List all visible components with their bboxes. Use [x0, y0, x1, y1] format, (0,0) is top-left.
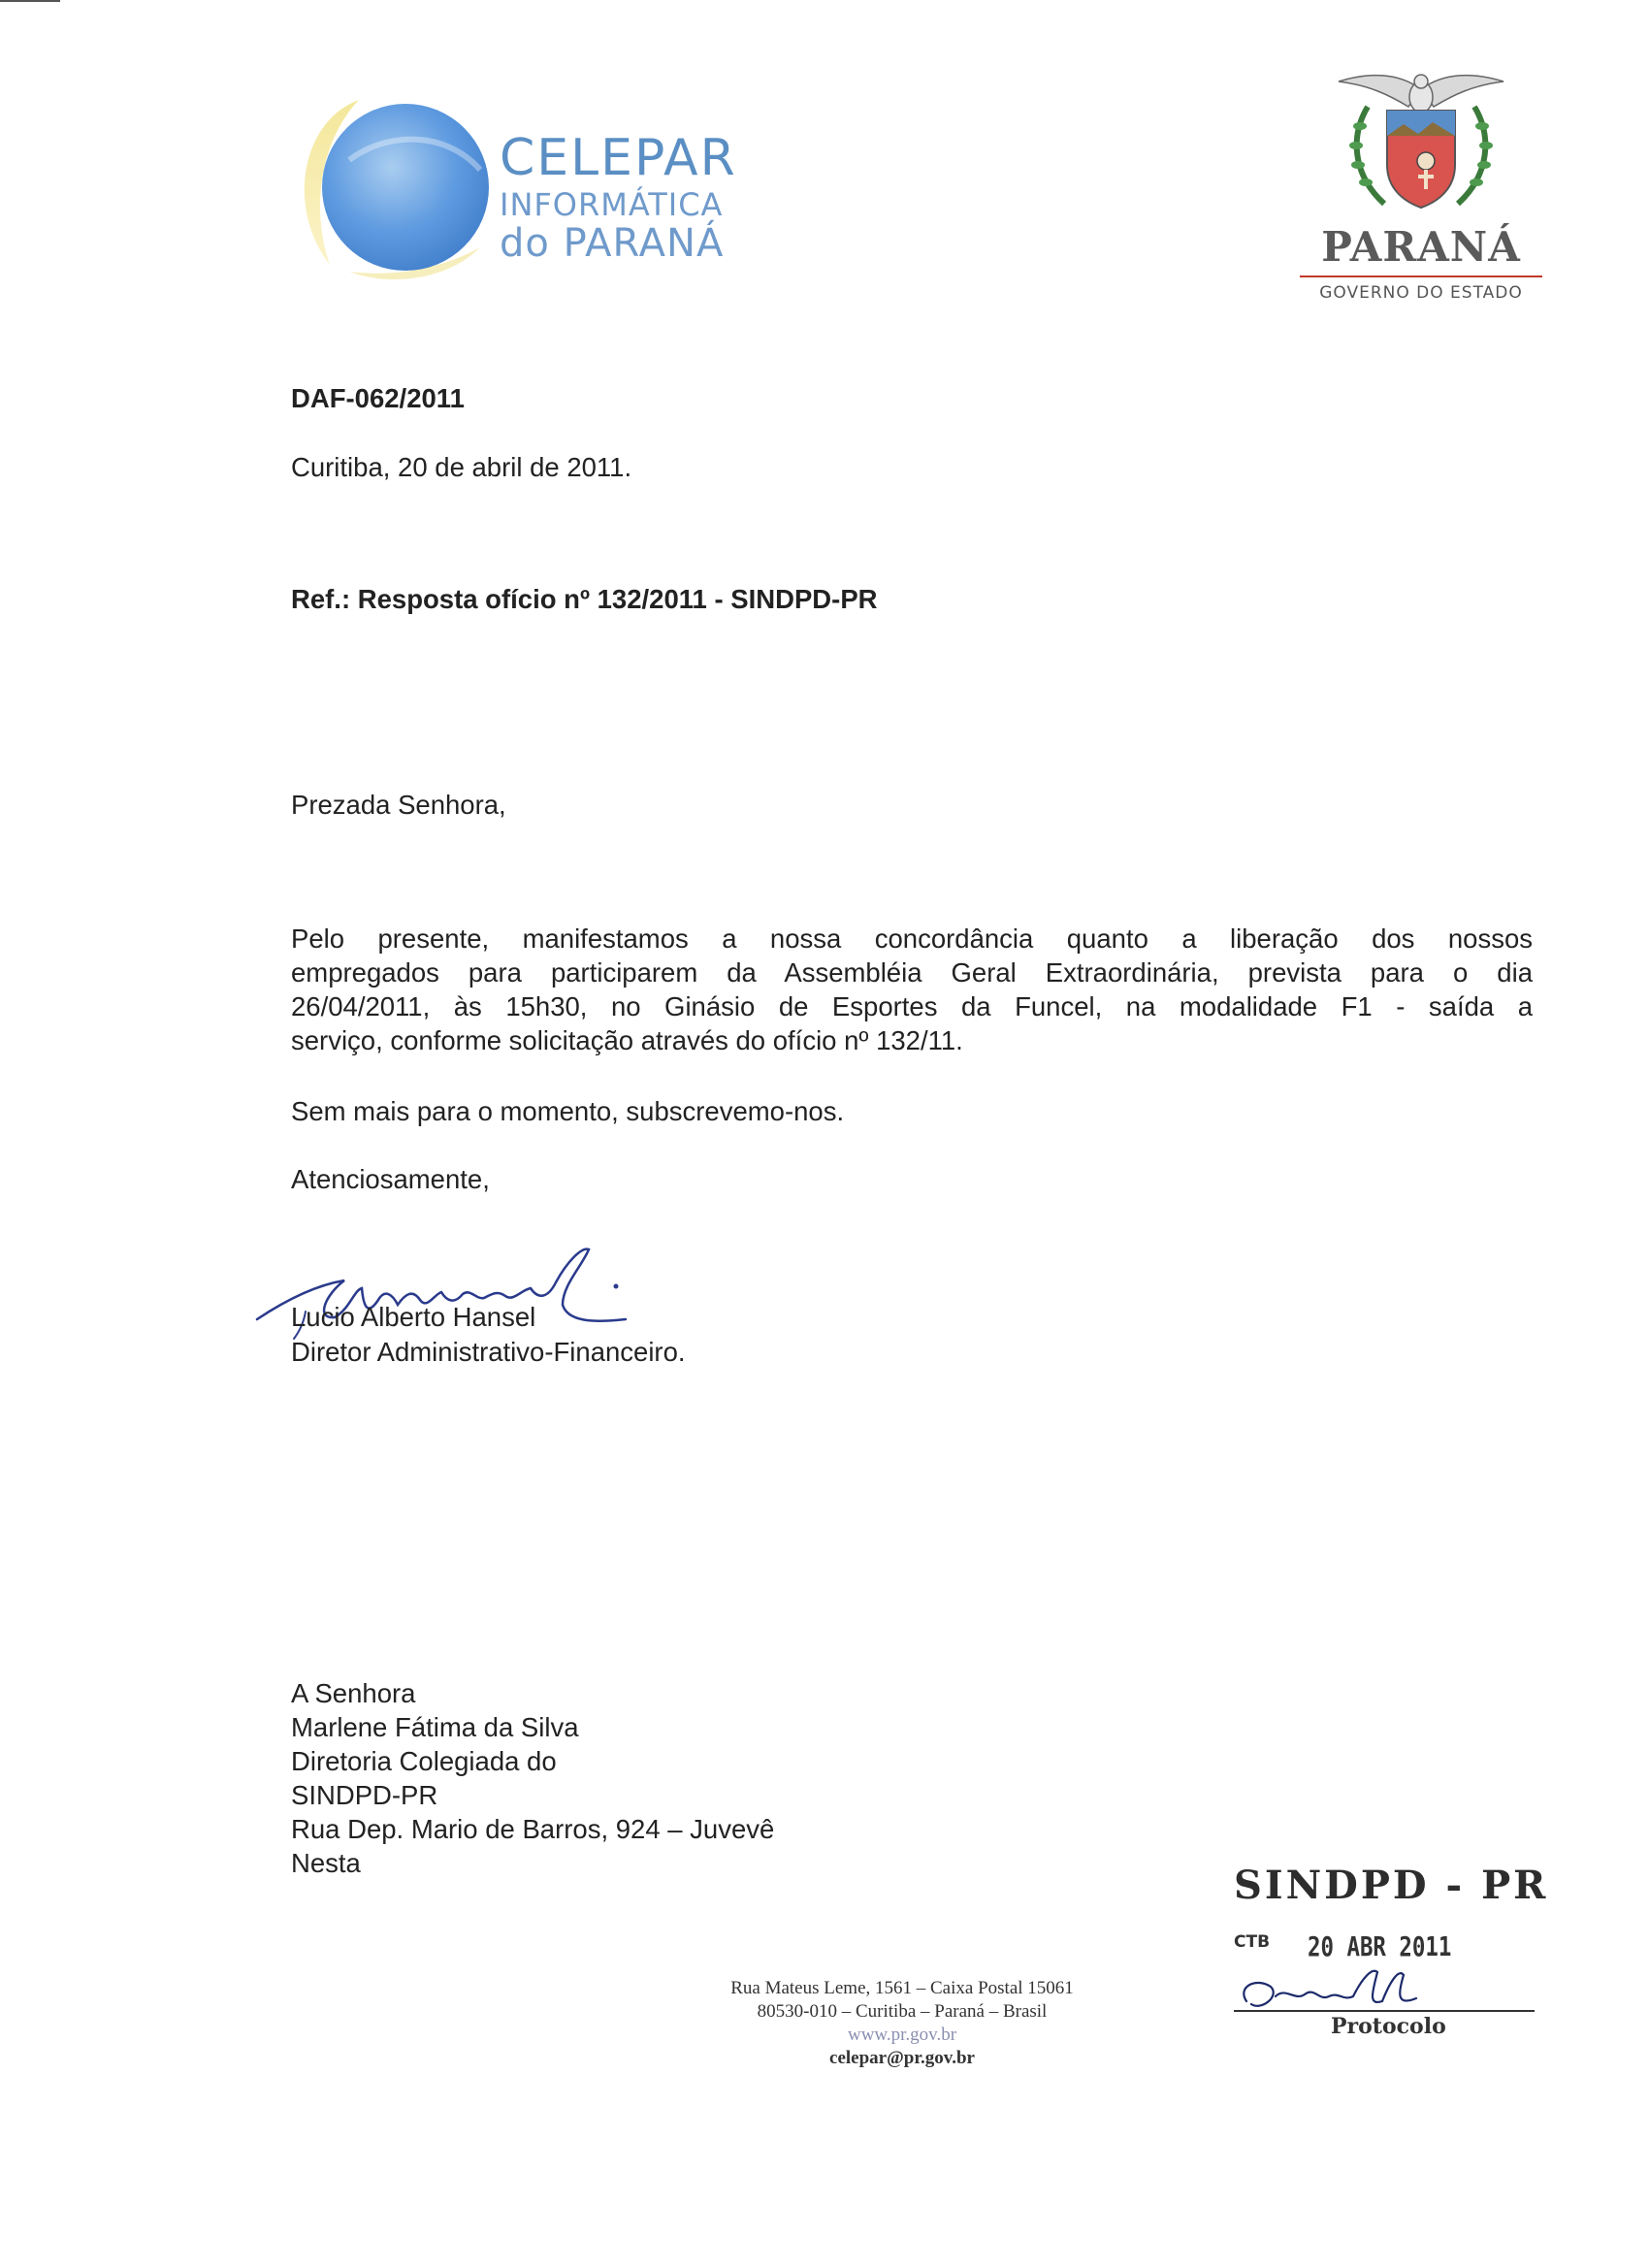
addressee-line: Nesta [291, 1848, 361, 1878]
stamp-date: 20 ABR 2011 [1308, 1930, 1452, 1962]
stamp-title: SINDPD - PR [1234, 1863, 1549, 1908]
addressee-line: Diretoria Colegiada do [291, 1746, 557, 1776]
celepar-state: do PARANÁ [500, 221, 725, 266]
footer-address-line: 80530-010 – Curitiba – Paraná – Brasil [757, 2001, 1048, 2022]
addressee-line: SINDPD-PR [291, 1780, 438, 1810]
celepar-name: CELEPAR [500, 129, 737, 187]
addressee-line: Rua Dep. Mario de Barros, 924 – Juvevê [291, 1814, 775, 1844]
parana-subtitle: GOVERNO DO ESTADO [1319, 283, 1523, 303]
closing-greeting: Atenciosamente, [291, 1164, 490, 1194]
body-line: Pelo presente, manifestamos a nossa concordância quanto a liberação dos nossos [291, 923, 1533, 954]
footer [640, 1977, 1164, 2070]
scan-corner-mark [0, 0, 60, 2]
body-line: empregados para participarem da Assembléia Geral Extraordinária, prevista para o dia [291, 957, 1533, 988]
stamp-city: CTB [1234, 1932, 1271, 1952]
body-line: serviço, conforme solicitação através do ofício nº 132/11. [291, 1025, 963, 1055]
celepar-tagline: INFORMÁTICA [500, 186, 724, 223]
footer-email[interactable]: celepar@pr.gov.br [829, 2048, 975, 2068]
salutation: Prezada Senhora, [291, 790, 506, 820]
parana-divider [1300, 275, 1542, 277]
reference-line: Ref.: Resposta ofício nº 132/2011 - SINDPD-PR [291, 584, 878, 614]
signer-title: Diretor Administrativo-Financeiro. [291, 1337, 686, 1367]
closing-sentence: Sem mais para o momento, subscrevemo-nos. [291, 1096, 845, 1126]
celepar-logo [291, 92, 737, 286]
parana-coat-of-arms-icon [1331, 68, 1511, 223]
stamp-label: Protocolo [1331, 2014, 1446, 2039]
stamp-line [1234, 2010, 1535, 2012]
celepar-globe-icon [291, 92, 495, 286]
celepar-wordmark [500, 129, 737, 266]
body-paragraph [291, 922, 1533, 1057]
addressee-line: Marlene Fátima da Silva [291, 1712, 579, 1742]
document-number: DAF-062/2011 [291, 383, 465, 413]
place-date: Curitiba, 20 de abril de 2011. [291, 452, 632, 482]
body-line: 26/04/2011, às 15h30, no Ginásio de Esportes da Funcel, na modalidade F1 - saída a [291, 991, 1533, 1021]
addressee-line: A Senhora [291, 1678, 416, 1708]
parana-logo [1300, 68, 1542, 310]
footer-address-line: Rua Mateus Leme, 1561 – Caixa Postal 15061 [730, 1978, 1074, 1998]
addressee-block [291, 1676, 774, 1880]
footer-website-link[interactable]: www.pr.gov.br [847, 2025, 957, 2045]
parana-title: PARANÁ [1321, 223, 1521, 271]
signer-name: Lucio Alberto Hansel [291, 1302, 536, 1332]
